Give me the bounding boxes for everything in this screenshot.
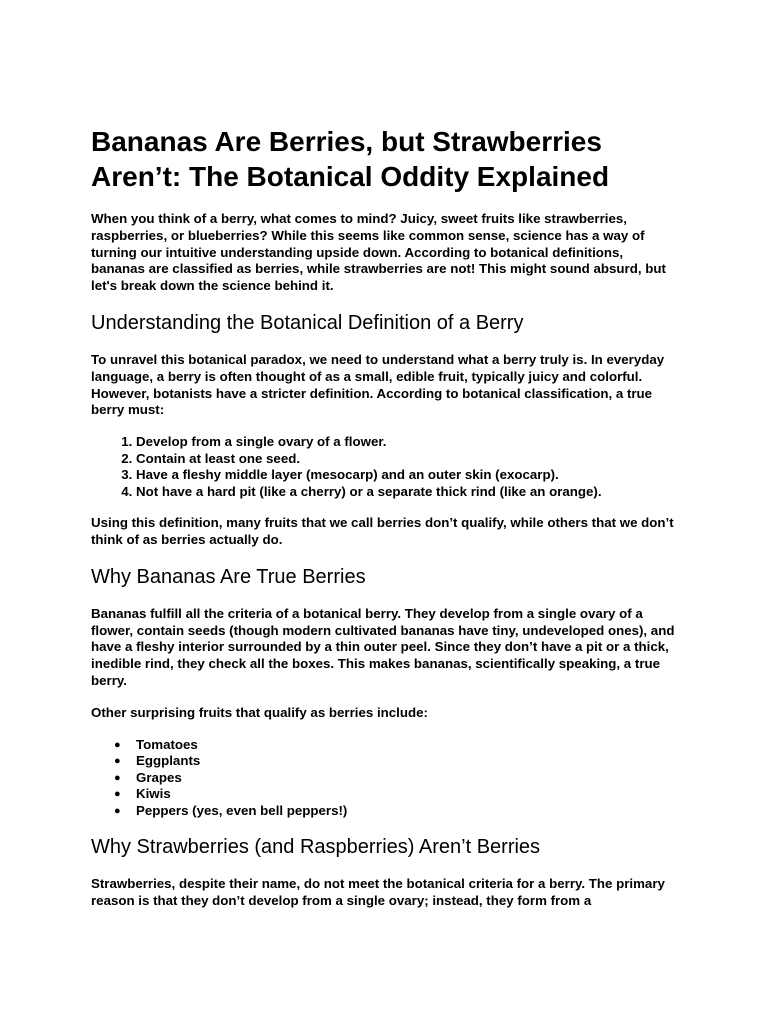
section-heading-strawberries: Why Strawberries (and Raspberries) Aren’t Berries	[91, 836, 541, 859]
section-heading-definition: Understanding the Botanical Definition of a Berry	[91, 311, 524, 334]
fruit-list-item	[91, 770, 677, 787]
fruit-label: Tomatoes	[136, 736, 198, 752]
criteria-item: 3. Have a fleshy middle layer (mesocarp) and an outer skin (exocarp).	[136, 467, 677, 484]
fruit-label: Kiwis	[136, 786, 171, 802]
definition-paragraph: To unravel this botanical paradox, we need to understand what a berry truly is. In everyday language, a berry is often thought of as a small, edible fruit, typically juicy and colorful. However, botanists have a stricter definition. According to botanical classification, a true berry must:	[91, 351, 665, 418]
article-title: Bananas Are Berries, but Strawberries Aren’t: The Botanical Oddity Explained	[91, 126, 610, 192]
fruit-list-item	[91, 737, 677, 754]
fruit-label: Grapes	[136, 769, 182, 785]
fruit-list-item	[91, 786, 677, 803]
bananas-paragraph: Bananas fulfill all the criteria of a botanical berry. They develop from a single ovary of a flower, contain seeds (though modern cultivated bananas have tiny, undeveloped ones), and have a fleshy interior surrounded by a thin outer peel. Since they don’t have a pit or a thick, inedible rind, they check all the boxes. This makes bananas, scientifically speaking, a true berry.	[91, 605, 675, 688]
fruit-list-item	[91, 803, 677, 820]
bullet-icon: ●	[114, 738, 121, 751]
other-berries-intro: Other surprising fruits that qualify as berries include:	[91, 704, 428, 720]
bullet-icon: ●	[114, 788, 121, 801]
fruit-label: Peppers (yes, even bell peppers!)	[136, 802, 348, 818]
strawberries-paragraph: Strawberries, despite their name, do not meet the botanical criteria for a berry. The primary reason is that they don’t develop from a single ovary; instead, they form from a	[91, 876, 665, 908]
bullet-icon: ●	[114, 804, 121, 817]
definition-conclusion-paragraph: Using this definition, many fruits that we call berries don’t qualify, while others that we don’t think of as berries actually do.	[91, 515, 674, 547]
intro-paragraph: When you think of a berry, what comes to mind? Juicy, sweet fruits like strawberries, raspberries, or blueberries? While this seems like common sense, science has a way of turning our intuitive understanding upside down. According to botanical definitions, bananas are classified as berries, while strawberries are not! This might sound absurd, but let's break down the science behind it.	[91, 211, 666, 294]
section-heading-bananas: Why Bananas Are True Berries	[91, 565, 366, 588]
criteria-item: 2. Contain at least one seed.	[136, 451, 677, 468]
fruit-label: Eggplants	[136, 753, 201, 769]
berry-fruits-list	[91, 737, 677, 820]
document-page	[91, 124, 677, 925]
criteria-item: 4. Not have a hard pit (like a cherry) or a separate thick rind (like an orange).	[136, 484, 677, 501]
berry-criteria-list	[91, 434, 677, 500]
fruit-list-item	[91, 753, 677, 770]
bullet-icon: ●	[114, 771, 121, 784]
bullet-icon: ●	[114, 755, 121, 768]
criteria-item: 1. Develop from a single ovary of a flower.	[136, 434, 677, 451]
